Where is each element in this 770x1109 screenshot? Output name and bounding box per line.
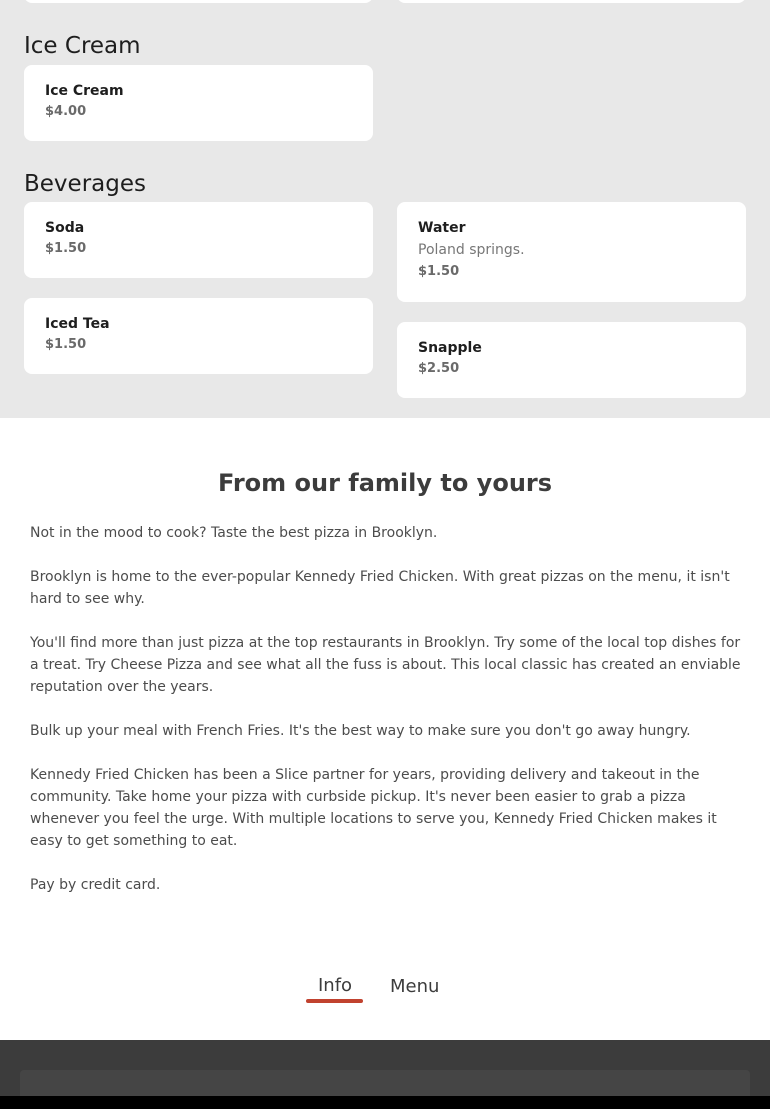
about-paragraph: Bulk up your meal with French Fries. It's the best way to make sure you don't go away hungry.	[30, 723, 691, 739]
menu-item-name: Iced Tea	[45, 316, 110, 332]
tab-info[interactable]: Info	[318, 975, 353, 996]
menu-item-name: Soda	[45, 220, 85, 236]
menu-item-snapple[interactable]	[397, 322, 746, 398]
section-title-ice-cream: Ice Cream	[24, 33, 141, 59]
about-title: From our family to yours	[217, 469, 553, 497]
menu-item-price: $1.50	[45, 241, 87, 256]
menu-area	[0, 0, 770, 418]
menu-item-price: $1.50	[418, 264, 460, 279]
menu-item-name: Snapple	[418, 340, 482, 356]
tab-bar	[0, 974, 770, 1014]
about-paragraph: Pay by credit card.	[30, 877, 161, 893]
menu-item-name: Ice Cream	[45, 83, 124, 99]
about-body	[30, 522, 742, 918]
about-paragraph: Not in the mood to cook? Taste the best pizza in Brooklyn.	[30, 525, 438, 541]
menu-item-water[interactable]	[397, 202, 746, 302]
menu-item-ice-cream[interactable]	[24, 65, 373, 141]
menu-item-card-partial[interactable]	[397, 0, 746, 3]
menu-item-iced-tea[interactable]	[24, 298, 373, 374]
menu-item-description: Poland springs.	[418, 242, 525, 258]
about-section	[0, 418, 770, 1040]
about-paragraph: Kennedy Fried Chicken has been a Slice partner for years, providing delivery and takeout in the community. Take home your pizza with curbside pickup. It's never been easier to grab a pizza whenever you feel the urge. With multiple locations to serve you, Kennedy Fried Chicken makes it easy to get something to eat.	[30, 767, 717, 849]
menu-item-price: $1.50	[45, 337, 87, 352]
menu-item-price: $2.50	[418, 361, 460, 376]
active-tab-indicator	[306, 999, 363, 1003]
bottom-bar	[0, 1096, 770, 1109]
menu-item-price: $4.00	[45, 104, 87, 119]
about-paragraph: Brooklyn is home to the ever-popular Kennedy Fried Chicken. With great pizzas on the menu, it isn't hard to see why.	[30, 569, 730, 607]
menu-item-name: Water	[418, 220, 466, 236]
menu-item-card-partial[interactable]	[24, 0, 373, 3]
section-title-beverages: Beverages	[24, 171, 146, 197]
tab-menu[interactable]: Menu	[390, 976, 440, 997]
about-paragraph: You'll find more than just pizza at the top restaurants in Brooklyn. Try some of the local top dishes for a treat. Try Cheese Pizza and see what all the fuss is about. This local classic has created an enviable reputation over the years.	[30, 635, 741, 695]
menu-item-soda[interactable]	[24, 202, 373, 278]
